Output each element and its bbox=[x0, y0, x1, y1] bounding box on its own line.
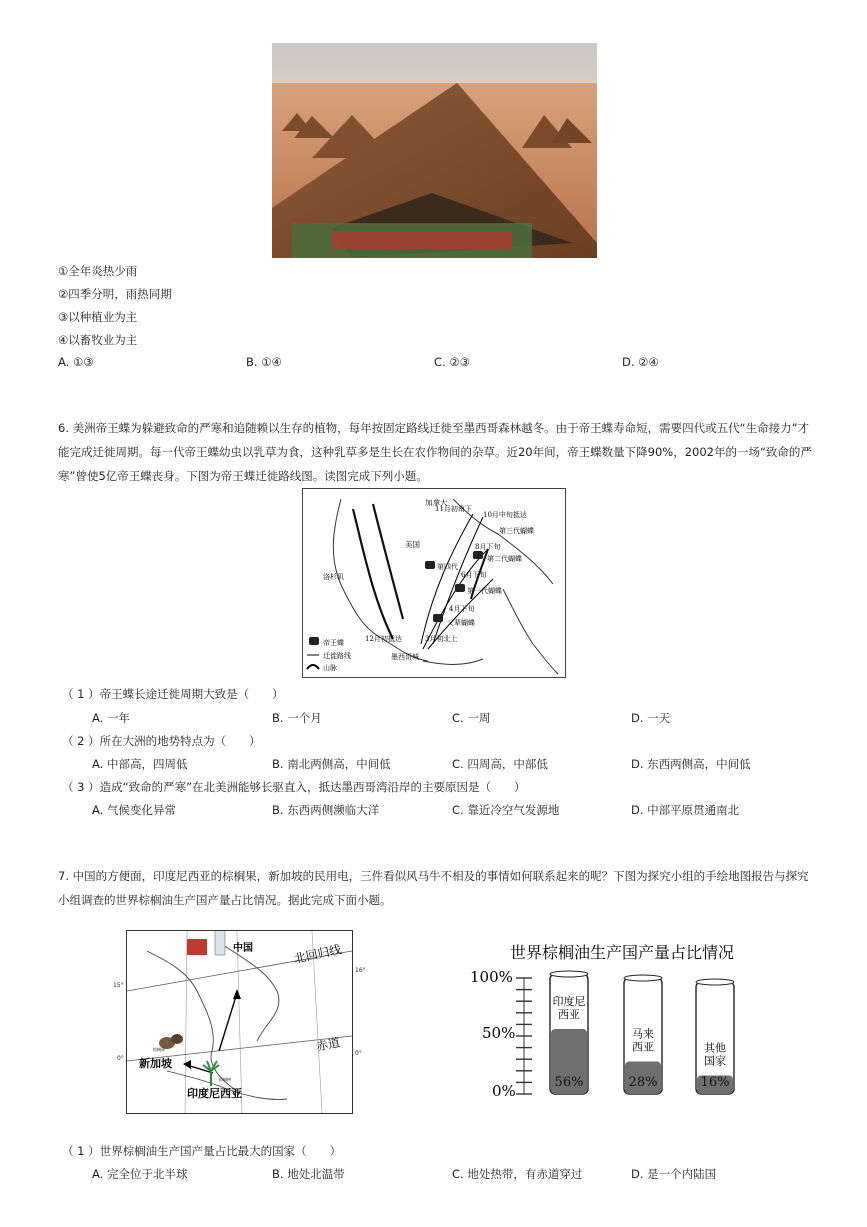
label-first: 第一代蝴蝶 bbox=[467, 587, 502, 595]
statement-2: ②四季分明，雨热同期 bbox=[58, 287, 172, 301]
q6-sub3-option-c[interactable]: C. 靠近冷空气发源地 bbox=[452, 803, 560, 817]
label-fourth: 第四代 bbox=[437, 563, 458, 571]
legend-mountain: 山脉 bbox=[323, 664, 337, 672]
q6-sub3-option-d[interactable]: D. 中部平原贯通南北 bbox=[631, 803, 740, 817]
label-tropic: 北回归线 bbox=[292, 942, 343, 966]
q7-sub1: （ 1 ）世界棕榈油生产国产量占比最大的国家（ ） bbox=[62, 1144, 342, 1158]
q6-sub1-option-d[interactable]: D. 一天 bbox=[631, 711, 671, 725]
label-tree: 棕榈树 bbox=[219, 1077, 231, 1082]
label-second: 第二代蝴蝶 bbox=[487, 555, 522, 563]
label-mexico-city: 墨西哥城 bbox=[391, 653, 419, 661]
label-dec: 12月初抵达 bbox=[365, 635, 402, 643]
q6-sub3: （ 3 ）造成“致命的严寒”在北美洲能够长驱直入，抵达墨西哥湾沿岸的主要原因是（ ） bbox=[62, 780, 526, 794]
label-nov: 11月初南下 bbox=[435, 505, 472, 513]
lat-label-right: 16° bbox=[355, 967, 366, 974]
lat-label-left-0: 0° bbox=[117, 1055, 124, 1062]
q7-sub1-option-c[interactable]: C. 地处热带，有赤道穿过 bbox=[452, 1167, 583, 1181]
tube-rim bbox=[624, 975, 662, 981]
chart-title: 世界棕榈油生产国产量占比情况 bbox=[510, 943, 735, 962]
y-tick-50: 50% bbox=[482, 1024, 516, 1042]
q6-sub1-option-a[interactable]: A. 一年 bbox=[92, 711, 130, 725]
q6-sub2: （ 2 ）所在大洲的地势特点为（ ） bbox=[62, 734, 261, 748]
label-april: 4月下旬 bbox=[449, 605, 475, 613]
lat-label-right-0: 0° bbox=[355, 1050, 362, 1057]
bar-value-label: 28% bbox=[628, 1075, 658, 1090]
monarch-migration-map bbox=[302, 488, 566, 678]
palm-oil-map bbox=[126, 930, 353, 1114]
statement-1: ①全年炎热少雨 bbox=[58, 264, 138, 278]
palm-tree-icon bbox=[203, 1061, 219, 1086]
label-singapore: 新加坡 bbox=[139, 1057, 172, 1070]
y-tick-100: 100% bbox=[470, 968, 513, 986]
q6-sub2-option-b[interactable]: B. 南北两侧高，中间低 bbox=[272, 757, 391, 771]
label-march: 3月初北上 bbox=[425, 635, 458, 643]
label-usa: 美国 bbox=[405, 540, 420, 549]
category-label: 国家 bbox=[704, 1054, 726, 1068]
q6-sub1-option-c[interactable]: C. 一周 bbox=[452, 711, 491, 725]
q6-sub1: （ 1 ）帝王蝶长途迁徙周期大致是（ ） bbox=[62, 687, 284, 701]
category-label: 马来 bbox=[632, 1027, 654, 1041]
q6-sub3-option-a[interactable]: A. 气候变化异常 bbox=[92, 803, 176, 817]
legend-route: 迁徙路线 bbox=[323, 652, 351, 660]
q5-option-a[interactable]: A. ①③ bbox=[58, 355, 94, 369]
label-oct: 10月中旬抵达 bbox=[483, 511, 527, 519]
q6-stem: 6. 美洲帝王蝶为躲避致命的严寒和追随赖以生存的植物，每年按固定路线迁徙至墨西哥森林越冬。由于帝王蝶寿命短，需要四代或五代“生命接力”才能完成迁徙周期。每一代帝王蝶幼虫以乳草为食，这种乳草多是生长在农作物间的杂草。近20年间，帝王蝶数量下降90%，2002年的一场“致命的严寒”曾使5亿帝王蝶丧身。下图为帝王蝶迁徙路线图。读图完成下列小题。 bbox=[58, 421, 812, 483]
q5-option-d[interactable]: D. ②④ bbox=[622, 355, 659, 369]
q7-sub1-option-d[interactable]: D. 是一个内陆国 bbox=[631, 1167, 717, 1181]
label-equator: 赤道 bbox=[314, 1035, 342, 1054]
tube-rim bbox=[696, 979, 734, 985]
q7-sub1-option-b[interactable]: B. 地处北温带 bbox=[272, 1167, 345, 1181]
label-china: 中国 bbox=[233, 943, 253, 954]
instant-noodle-icon bbox=[187, 939, 207, 955]
bottle-icon bbox=[215, 931, 225, 955]
label-third: 第三代蝴蝶 bbox=[499, 527, 534, 535]
category-label: 印度尼 bbox=[552, 995, 586, 1009]
q7-sub1-option-a[interactable]: A. 完全位于北半球 bbox=[92, 1167, 188, 1181]
label-june: 6月下旬 bbox=[461, 571, 487, 579]
q6-sub2-option-d[interactable]: D. 东西两侧高，中间低 bbox=[631, 757, 751, 771]
label-fruit: 棕榈果 bbox=[153, 1047, 165, 1052]
palm-oil-chart bbox=[470, 938, 770, 1113]
tent-photo bbox=[272, 43, 597, 258]
q5-option-c[interactable]: C. ②③ bbox=[434, 355, 470, 369]
lat-label-left: 15° bbox=[113, 982, 124, 989]
category-label: 其他 bbox=[704, 1041, 726, 1055]
statement-4: ④以畜牧业为主 bbox=[58, 333, 138, 347]
tube-rim bbox=[550, 971, 588, 977]
y-tick-0: 0% bbox=[492, 1082, 516, 1100]
q6-sub2-option-c[interactable]: C. 四周高，中部低 bbox=[452, 757, 548, 771]
label-la: 洛杉矶 bbox=[323, 573, 344, 581]
q6-sub2-option-a[interactable]: A. 中部高，四周低 bbox=[92, 757, 188, 771]
q6-sub1-option-b[interactable]: B. 一个月 bbox=[272, 711, 322, 725]
label-aug: 8月下旬 bbox=[475, 543, 501, 551]
legend-butterfly: 帝王蝶 bbox=[323, 639, 344, 647]
category-label: 西亚 bbox=[632, 1040, 654, 1054]
bar-value-label: 16% bbox=[700, 1075, 730, 1090]
q5-option-b[interactable]: B. ①④ bbox=[246, 355, 282, 369]
category-label: 西亚 bbox=[558, 1008, 580, 1022]
label-indonesia: 印度尼西亚 bbox=[187, 1087, 242, 1100]
label-parent: 父辈蝴蝶 bbox=[447, 619, 475, 627]
bar-value-label: 56% bbox=[554, 1075, 584, 1090]
q6-sub3-option-b[interactable]: B. 东西两侧濒临大洋 bbox=[272, 803, 380, 817]
statement-3: ③以种植业为主 bbox=[58, 310, 138, 324]
label-canada: 加拿大 bbox=[425, 498, 448, 507]
q7-stem: 7. 中国的方便面，印度尼西亚的棕榈果，新加坡的民用电，三件看似风马牛不相及的事情如何联系起来的呢？下图为探究小组的手绘地图报告与探究小组调查的世界棕榈油生产国产量占比情况。据此完成下面小题。 bbox=[58, 869, 809, 907]
